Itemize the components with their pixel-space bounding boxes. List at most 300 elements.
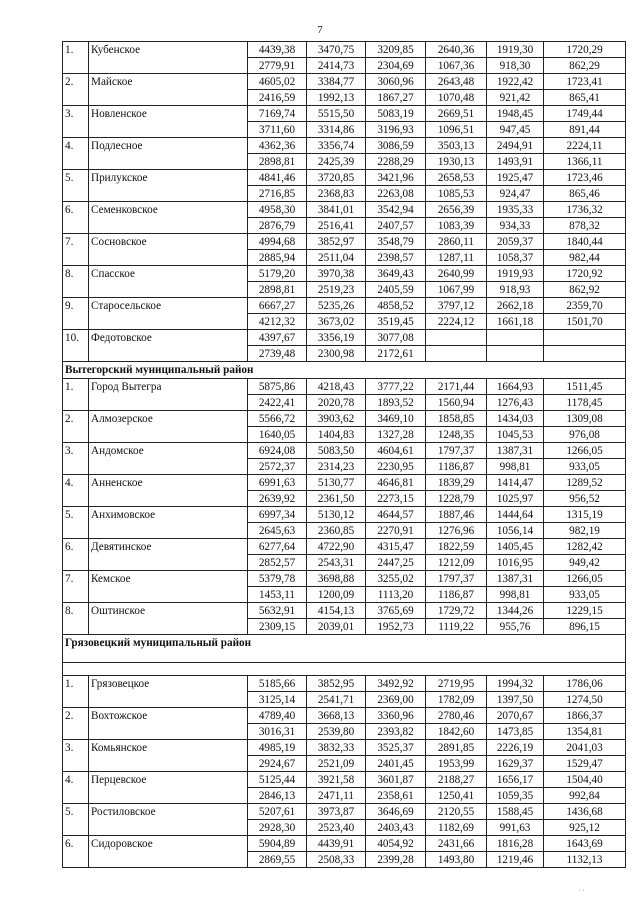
value-cell: 998,81 (487, 459, 544, 475)
row-number-empty (63, 90, 89, 106)
settlement-name-empty (89, 250, 248, 266)
value-cell: 2572,37 (248, 459, 307, 475)
value-cell (426, 346, 487, 362)
value-cell: 1059,35 (487, 788, 544, 804)
value-cell (544, 346, 626, 362)
value-cell: 1643,69 (544, 836, 626, 852)
value-cell: 998,81 (487, 587, 544, 603)
value-cell: 3720,85 (307, 170, 366, 186)
value-cell: 2416,59 (248, 90, 307, 106)
district-name: Вытегорский муниципальный район (63, 362, 626, 379)
value-cell: 2523,40 (307, 820, 366, 836)
value-cell: 2891,85 (426, 740, 487, 756)
value-cell: 1640,05 (248, 427, 307, 443)
value-cell: 2780,46 (426, 708, 487, 724)
value-cell: 1782,09 (426, 692, 487, 708)
value-cell: 6667,27 (248, 298, 307, 314)
value-cell: 2658,53 (426, 170, 487, 186)
value-cell: 2171,44 (426, 379, 487, 395)
value-cell: 2719,95 (426, 676, 487, 692)
table-row (63, 539, 626, 555)
value-cell: 1867,27 (366, 90, 426, 106)
value-cell: 6991,63 (248, 475, 307, 491)
value-cell: 6924,08 (248, 443, 307, 459)
value-cell: 1840,44 (544, 234, 626, 250)
value-cell: 1096,51 (426, 122, 487, 138)
value-cell: 5130,77 (307, 475, 366, 491)
value-cell: 1228,79 (426, 491, 487, 507)
value-cell: 5179,20 (248, 266, 307, 282)
value-cell: 1025,97 (487, 491, 544, 507)
value-cell: 896,15 (544, 619, 626, 635)
value-cell: 2172,61 (366, 346, 426, 362)
value-cell: 2662,18 (487, 298, 544, 314)
table-row (63, 836, 626, 852)
district-header-row (63, 362, 626, 379)
settlement-name-empty (89, 346, 248, 362)
value-cell: 1178,45 (544, 395, 626, 411)
table-row (63, 571, 626, 587)
settlement-name-empty (89, 692, 248, 708)
value-cell: 4722,90 (307, 539, 366, 555)
table-row (63, 411, 626, 427)
value-cell: 4218,43 (307, 379, 366, 395)
settlement-name-empty (89, 756, 248, 772)
value-cell: 1282,42 (544, 539, 626, 555)
value-cell: 878,32 (544, 218, 626, 234)
value-cell: 3646,69 (366, 804, 426, 820)
row-number: 7. (63, 234, 89, 250)
row-number: 2. (63, 708, 89, 724)
value-cell: 1344,26 (487, 603, 544, 619)
table-row (63, 106, 626, 122)
value-cell: 4789,40 (248, 708, 307, 724)
table-row (63, 603, 626, 619)
value-cell: 3542,94 (366, 202, 426, 218)
value-cell: 1132,13 (544, 852, 626, 868)
value-cell: 1309,08 (544, 411, 626, 427)
value-cell: 3765,69 (366, 603, 426, 619)
value-cell: 1404,83 (307, 427, 366, 443)
row-number: 9. (63, 298, 89, 314)
value-cell: 1893,52 (366, 395, 426, 411)
value-cell: 2041,03 (544, 740, 626, 756)
value-cell: 2885,94 (248, 250, 307, 266)
value-cell: 2643,48 (426, 74, 487, 90)
value-cell: 5875,86 (248, 379, 307, 395)
value-cell: 3673,02 (307, 314, 366, 330)
spacer-row (63, 663, 626, 676)
table-row (63, 523, 626, 539)
value-cell: 2359,70 (544, 298, 626, 314)
row-number: 6. (63, 539, 89, 555)
table-row (63, 202, 626, 218)
value-cell: 933,05 (544, 459, 626, 475)
value-cell: 2270,91 (366, 523, 426, 539)
row-number-empty (63, 692, 89, 708)
district-header-row (63, 635, 626, 663)
value-cell: 1387,31 (487, 443, 544, 459)
value-cell: 2020,78 (307, 395, 366, 411)
value-cell (487, 346, 544, 362)
value-cell: 1276,96 (426, 523, 487, 539)
row-number-empty (63, 122, 89, 138)
value-cell: 865,41 (544, 90, 626, 106)
value-cell: 4604,61 (366, 443, 426, 459)
value-cell: 2860,11 (426, 234, 487, 250)
row-number-empty (63, 218, 89, 234)
row-number: 2. (63, 411, 89, 427)
settlement-name-empty (89, 282, 248, 298)
value-cell: 5379,78 (248, 571, 307, 587)
table-row (63, 459, 626, 475)
value-cell: 2511,04 (307, 250, 366, 266)
settlement-name: Старосельское (89, 298, 248, 314)
settlement-name: Спасское (89, 266, 248, 282)
value-cell: 862,29 (544, 58, 626, 74)
table-row (63, 692, 626, 708)
settlement-name-empty (89, 820, 248, 836)
value-cell: 1822,59 (426, 539, 487, 555)
tariff-table (62, 41, 626, 868)
settlement-name: Вохтожское (89, 708, 248, 724)
row-number-empty (63, 555, 89, 571)
settlement-name: Анхимовское (89, 507, 248, 523)
value-cell: 1935,33 (487, 202, 544, 218)
value-cell: 2414,73 (307, 58, 366, 74)
settlement-name: Оштинское (89, 603, 248, 619)
value-cell: 2508,33 (307, 852, 366, 868)
value-cell: 1327,28 (366, 427, 426, 443)
value-cell: 1070,48 (426, 90, 487, 106)
table-row (63, 555, 626, 571)
row-number-empty (63, 852, 89, 868)
value-cell: 918,93 (487, 282, 544, 298)
value-cell: 3086,59 (366, 138, 426, 154)
value-cell: 2226,19 (487, 740, 544, 756)
row-number-empty (63, 314, 89, 330)
settlement-name-empty (89, 58, 248, 74)
value-cell: 1274,50 (544, 692, 626, 708)
value-cell: 5904,89 (248, 836, 307, 852)
value-cell: 1842,60 (426, 724, 487, 740)
settlement-name: Федотовское (89, 330, 248, 346)
value-cell: 921,42 (487, 90, 544, 106)
value-cell: 2876,79 (248, 218, 307, 234)
settlement-name-empty (89, 619, 248, 635)
table-row (63, 491, 626, 507)
value-cell: 1797,37 (426, 443, 487, 459)
settlement-name: Перцевское (89, 772, 248, 788)
value-cell: 2393,82 (366, 724, 426, 740)
value-cell: 1436,68 (544, 804, 626, 820)
value-cell: 2640,99 (426, 266, 487, 282)
value-cell: 3777,22 (366, 379, 426, 395)
settlement-name-empty (89, 587, 248, 603)
row-number-empty (63, 58, 89, 74)
row-number: 1. (63, 42, 89, 58)
value-cell: 865,46 (544, 186, 626, 202)
row-number-empty (63, 346, 89, 362)
value-cell: 2288,29 (366, 154, 426, 170)
value-cell: 992,84 (544, 788, 626, 804)
value-cell: 3196,93 (366, 122, 426, 138)
value-cell: 2369,00 (366, 692, 426, 708)
value-cell: 2230,95 (366, 459, 426, 475)
settlement-name: Подлесное (89, 138, 248, 154)
value-cell: 3077,08 (366, 330, 426, 346)
value-cell: 947,45 (487, 122, 544, 138)
row-number: 6. (63, 202, 89, 218)
value-cell: 1560,94 (426, 395, 487, 411)
table-row (63, 282, 626, 298)
row-number: 10. (63, 330, 89, 346)
value-cell: 3852,95 (307, 676, 366, 692)
value-cell: 1287,11 (426, 250, 487, 266)
row-number-empty (63, 756, 89, 772)
value-cell: 2407,57 (366, 218, 426, 234)
value-cell: 3970,38 (307, 266, 366, 282)
value-cell: 1200,09 (307, 587, 366, 603)
value-cell: 5515,50 (307, 106, 366, 122)
row-number-empty (63, 587, 89, 603)
settlement-name: Грязовецкое (89, 676, 248, 692)
value-cell: 4994,68 (248, 234, 307, 250)
table-row (63, 330, 626, 346)
value-cell: 2928,30 (248, 820, 307, 836)
value-cell: 2188,27 (426, 772, 487, 788)
value-cell: 1058,37 (487, 250, 544, 266)
value-cell: 1953,99 (426, 756, 487, 772)
value-cell: 2656,39 (426, 202, 487, 218)
value-cell: 1366,11 (544, 154, 626, 170)
value-cell: 2898,81 (248, 282, 307, 298)
value-cell: 3711,60 (248, 122, 307, 138)
row-number: 2. (63, 74, 89, 90)
value-cell: 1219,46 (487, 852, 544, 868)
value-cell: 2224,12 (426, 314, 487, 330)
row-number: 6. (63, 836, 89, 852)
row-number-empty (63, 724, 89, 740)
row-number-empty (63, 154, 89, 170)
value-cell: 6277,64 (248, 539, 307, 555)
value-cell: 3356,74 (307, 138, 366, 154)
value-cell: 5185,66 (248, 676, 307, 692)
value-cell: 4154,13 (307, 603, 366, 619)
value-cell: 1629,37 (487, 756, 544, 772)
value-cell: 1067,36 (426, 58, 487, 74)
value-cell: 2539,80 (307, 724, 366, 740)
settlement-name: Андомское (89, 443, 248, 459)
table-row (63, 154, 626, 170)
value-cell: 5235,26 (307, 298, 366, 314)
row-number: 3. (63, 443, 89, 459)
value-cell: 3601,87 (366, 772, 426, 788)
value-cell: 3314,86 (307, 122, 366, 138)
value-cell: 5083,19 (366, 106, 426, 122)
row-number: 4. (63, 772, 89, 788)
table-row (63, 346, 626, 362)
table-row (63, 90, 626, 106)
value-cell: 2639,92 (248, 491, 307, 507)
value-cell: 3852,97 (307, 234, 366, 250)
settlement-name: Прилукское (89, 170, 248, 186)
value-cell: 1229,15 (544, 603, 626, 619)
value-cell: 1948,45 (487, 106, 544, 122)
value-cell: 2431,66 (426, 836, 487, 852)
value-cell: 3668,13 (307, 708, 366, 724)
settlement-name-empty (89, 724, 248, 740)
table-row (63, 756, 626, 772)
value-cell: 1922,42 (487, 74, 544, 90)
value-cell (544, 330, 626, 346)
table-row (63, 788, 626, 804)
value-cell: 1786,06 (544, 676, 626, 692)
value-cell: 2422,41 (248, 395, 307, 411)
value-cell: 924,47 (487, 186, 544, 202)
value-cell: 4605,02 (248, 74, 307, 90)
value-cell: 1664,93 (487, 379, 544, 395)
settlement-name-empty (89, 395, 248, 411)
value-cell: 3525,37 (366, 740, 426, 756)
value-cell: 3921,58 (307, 772, 366, 788)
value-cell: 4858,52 (366, 298, 426, 314)
value-cell: 1266,05 (544, 443, 626, 459)
value-cell: 2070,67 (487, 708, 544, 724)
value-cell: 976,08 (544, 427, 626, 443)
value-cell: 4315,47 (366, 539, 426, 555)
value-cell: 1858,85 (426, 411, 487, 427)
row-number: 5. (63, 507, 89, 523)
row-number-empty (63, 427, 89, 443)
table-row (63, 186, 626, 202)
settlement-name-empty (89, 122, 248, 138)
value-cell: 2039,01 (307, 619, 366, 635)
value-cell: 3356,19 (307, 330, 366, 346)
value-cell: 2368,83 (307, 186, 366, 202)
value-cell: 1473,85 (487, 724, 544, 740)
table-row (63, 42, 626, 58)
table-row (63, 122, 626, 138)
settlement-name: Кубенское (89, 42, 248, 58)
settlement-name: Семенковское (89, 202, 248, 218)
value-cell: 1056,14 (487, 523, 544, 539)
value-cell: 4958,30 (248, 202, 307, 218)
table-row (63, 427, 626, 443)
value-cell: 1723,46 (544, 170, 626, 186)
value-cell: 2314,23 (307, 459, 366, 475)
row-number-empty (63, 459, 89, 475)
value-cell: 2224,11 (544, 138, 626, 154)
value-cell: 1119,22 (426, 619, 487, 635)
value-cell: 2361,50 (307, 491, 366, 507)
value-cell: 4212,32 (248, 314, 307, 330)
value-cell: 5207,61 (248, 804, 307, 820)
value-cell: 1493,91 (487, 154, 544, 170)
value-cell: 5130,12 (307, 507, 366, 523)
row-number-empty (63, 186, 89, 202)
value-cell: 2273,15 (366, 491, 426, 507)
value-cell: 3209,85 (366, 42, 426, 58)
value-cell: 1866,37 (544, 708, 626, 724)
row-number-empty (63, 282, 89, 298)
table-row (63, 250, 626, 266)
value-cell: 4439,91 (307, 836, 366, 852)
value-cell: 1720,29 (544, 42, 626, 58)
value-cell: 918,30 (487, 58, 544, 74)
table-row (63, 724, 626, 740)
value-cell: 3841,01 (307, 202, 366, 218)
value-cell: 3421,96 (366, 170, 426, 186)
settlement-name-empty (89, 427, 248, 443)
value-cell: 925,12 (544, 820, 626, 836)
value-cell: 1736,32 (544, 202, 626, 218)
value-cell: 4646,81 (366, 475, 426, 491)
value-cell: 2924,67 (248, 756, 307, 772)
value-cell: 934,33 (487, 218, 544, 234)
value-cell: 1186,87 (426, 459, 487, 475)
row-number-empty (63, 820, 89, 836)
table-body (63, 42, 626, 868)
table-row (63, 298, 626, 314)
value-cell: 5125,44 (248, 772, 307, 788)
row-number-empty (63, 619, 89, 635)
value-cell: 1529,47 (544, 756, 626, 772)
settlement-name: Девятинское (89, 539, 248, 555)
value-cell: 1085,53 (426, 186, 487, 202)
value-cell: 1723,41 (544, 74, 626, 90)
value-cell: 3125,14 (248, 692, 307, 708)
value-cell: 2739,48 (248, 346, 307, 362)
value-cell: 2360,85 (307, 523, 366, 539)
settlement-name: Алмозерское (89, 411, 248, 427)
table-row (63, 619, 626, 635)
value-cell: 1919,93 (487, 266, 544, 282)
value-cell: 891,44 (544, 122, 626, 138)
district-name: Грязовецкий муниципальный район (63, 635, 626, 663)
row-number: 8. (63, 266, 89, 282)
value-cell: 1414,47 (487, 475, 544, 491)
value-cell: 1453,11 (248, 587, 307, 603)
value-cell: 1397,50 (487, 692, 544, 708)
table-row (63, 379, 626, 395)
row-number-empty (63, 523, 89, 539)
value-cell: 949,42 (544, 555, 626, 571)
value-cell: 1661,18 (487, 314, 544, 330)
value-cell: 5566,72 (248, 411, 307, 427)
value-cell: 1729,72 (426, 603, 487, 619)
row-number: 5. (63, 804, 89, 820)
settlement-name-empty (89, 788, 248, 804)
value-cell: 3360,96 (366, 708, 426, 724)
value-cell: 2869,55 (248, 852, 307, 868)
value-cell: 1289,52 (544, 475, 626, 491)
value-cell: 4439,38 (248, 42, 307, 58)
row-number: 1. (63, 676, 89, 692)
settlement-name-empty (89, 491, 248, 507)
value-cell: 1016,95 (487, 555, 544, 571)
value-cell: 4362,36 (248, 138, 307, 154)
table-row (63, 740, 626, 756)
value-cell: 1992,13 (307, 90, 366, 106)
value-cell: 1720,92 (544, 266, 626, 282)
value-cell: 7169,74 (248, 106, 307, 122)
value-cell: 1182,69 (426, 820, 487, 836)
value-cell: 2398,57 (366, 250, 426, 266)
row-number: 1. (63, 379, 89, 395)
value-cell: 1797,37 (426, 571, 487, 587)
value-cell: 1656,17 (487, 772, 544, 788)
